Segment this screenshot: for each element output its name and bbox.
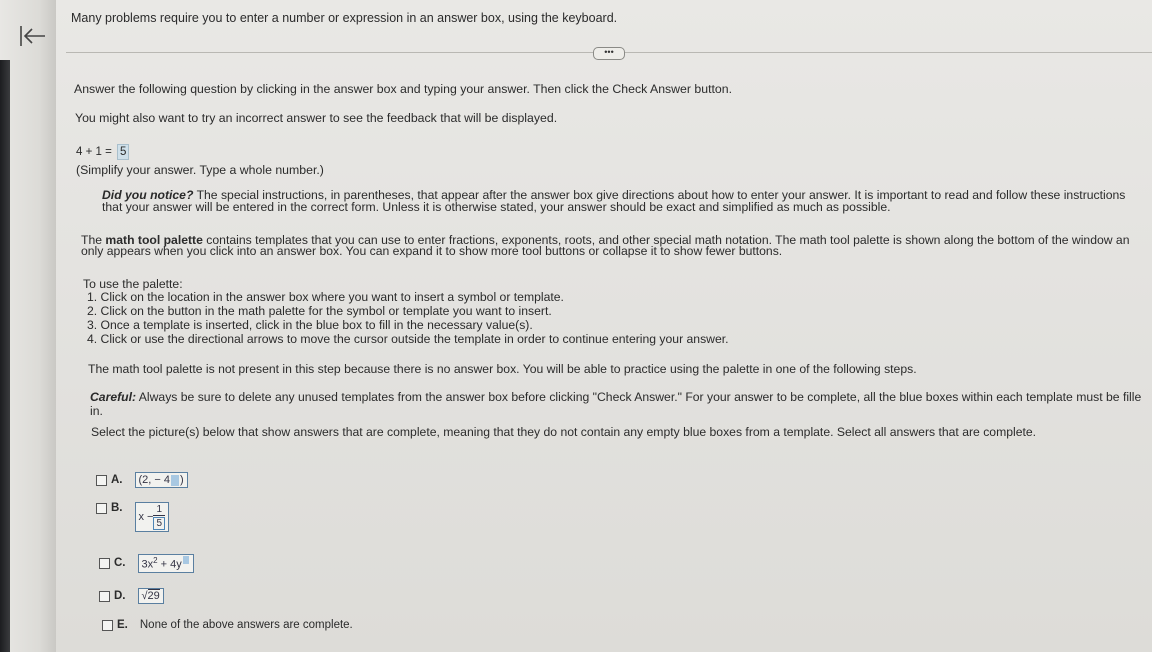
choice-a[interactable]	[96, 472, 188, 488]
blue-blank-box	[183, 556, 189, 564]
intro-text: Many problems require you to enter a number or expression in an answer box, using the keyboard.	[71, 11, 618, 25]
choice-c-rest: + 4y	[157, 558, 182, 571]
careful-text-1: Always be sure to delete any unused templates from the answer box before clicking "Check Answer." For your answer to be complete, all the blue boxes within each template must be fille	[136, 390, 1142, 404]
back-arrow-icon	[18, 22, 48, 50]
choice-d[interactable]	[99, 588, 164, 604]
answer-box[interactable]: 5	[117, 144, 129, 160]
choice-e-label: E.	[117, 619, 128, 631]
choice-c-text: 3x	[141, 558, 154, 571]
choice-a-close: )	[180, 474, 184, 486]
choice-b[interactable]	[96, 502, 169, 532]
palette-title: math tool palette	[105, 233, 203, 247]
choice-c[interactable]	[99, 554, 194, 573]
step-2: 2. Click on the button in the math palette for the symbol or template you want to insert.	[87, 304, 552, 318]
select-prompt: Select the picture(s) below that show answers that are complete, meaning that they do not contain any empty blue boxes from a template. Select all answers that are complete.	[91, 425, 1037, 439]
choice-a-answer	[135, 472, 188, 488]
expand-more-button[interactable]: •••	[593, 47, 625, 60]
careful-text-2: in.	[90, 404, 103, 418]
choice-c-answer	[138, 554, 194, 573]
choice-b-text: x −	[138, 510, 154, 523]
checkbox-c[interactable]	[99, 558, 110, 569]
choice-c-exponent: 2	[153, 556, 158, 565]
palette-text-2: only appears when you click into an answer box. You can expand it to show more tool buttons or collapse it to show fewer buttons.	[81, 244, 783, 258]
fraction-numerator: 1	[153, 504, 165, 516]
back-button[interactable]	[18, 22, 48, 50]
blue-blank-box	[171, 475, 179, 486]
step-3: 3. Once a template is inserted, click in the blue box to fill in the necessary value(s).	[87, 318, 533, 332]
main-content	[56, 0, 1152, 652]
instruction-line-1: Answer the following question by clicking in the answer box and typing your answer. Then click the Check Answer button.	[74, 82, 733, 96]
checkbox-b[interactable]	[96, 503, 107, 514]
choice-c-label: C.	[114, 557, 126, 570]
choice-a-text: (2, − 4	[138, 474, 170, 486]
checkbox-e[interactable]	[102, 620, 113, 631]
careful-line-1	[90, 390, 1141, 405]
instruction-line-2: You might also want to try an incorrect answer to see the feedback that will be displayed.	[75, 111, 558, 125]
fraction-denominator: 5	[153, 517, 165, 530]
careful-title: Careful:	[90, 390, 137, 404]
checkbox-d[interactable]	[99, 591, 110, 602]
choice-d-answer	[138, 588, 164, 604]
palette-text-1: contains templates that you can use to enter fractions, exponents, roots, and other special math notation. The math tool palette is shown along the bottom of the window an	[202, 233, 1130, 247]
palette-prefix: The	[81, 233, 106, 247]
window-edge	[0, 60, 10, 652]
checkbox-a[interactable]	[96, 475, 107, 486]
choice-a-label: A.	[111, 474, 123, 486]
step-1: 1. Click on the location in the answer box where you want to insert a symbol or template.	[87, 290, 564, 304]
notice-text-2: that your answer will be entered in the correct form. Unless it is otherwise stated, your answer should be exact and simplified as much as possible.	[102, 200, 891, 214]
question-expression: 4 + 1 =	[76, 146, 112, 158]
notice-text-1: The special instructions, in parentheses, that appear after the answer box give directions about how to enter your answer. It is important to read and follow these instructions	[193, 188, 1126, 202]
question-hint: (Simplify your answer. Type a whole number.)	[76, 163, 324, 177]
choice-b-answer	[135, 502, 170, 532]
not-present-note: The math tool palette is not present in this step because there is no answer box. You will be able to practice using the palette in one of the following steps.	[88, 362, 917, 376]
notice-title: Did you notice?	[102, 188, 194, 202]
choice-e[interactable]	[102, 619, 353, 631]
choice-b-label: B.	[111, 502, 123, 514]
question-row	[76, 144, 129, 160]
choice-d-radicand: 29	[147, 590, 160, 602]
steps-heading: To use the palette:	[83, 277, 183, 291]
radical-sign: √	[141, 590, 148, 602]
choice-e-text: None of the above answers are complete.	[139, 619, 353, 632]
choice-d-label: D.	[114, 590, 126, 602]
fraction	[153, 504, 165, 530]
step-4: 4. Click or use the directional arrows to move the cursor outside the template in order to continue entering your answer.	[87, 332, 729, 346]
